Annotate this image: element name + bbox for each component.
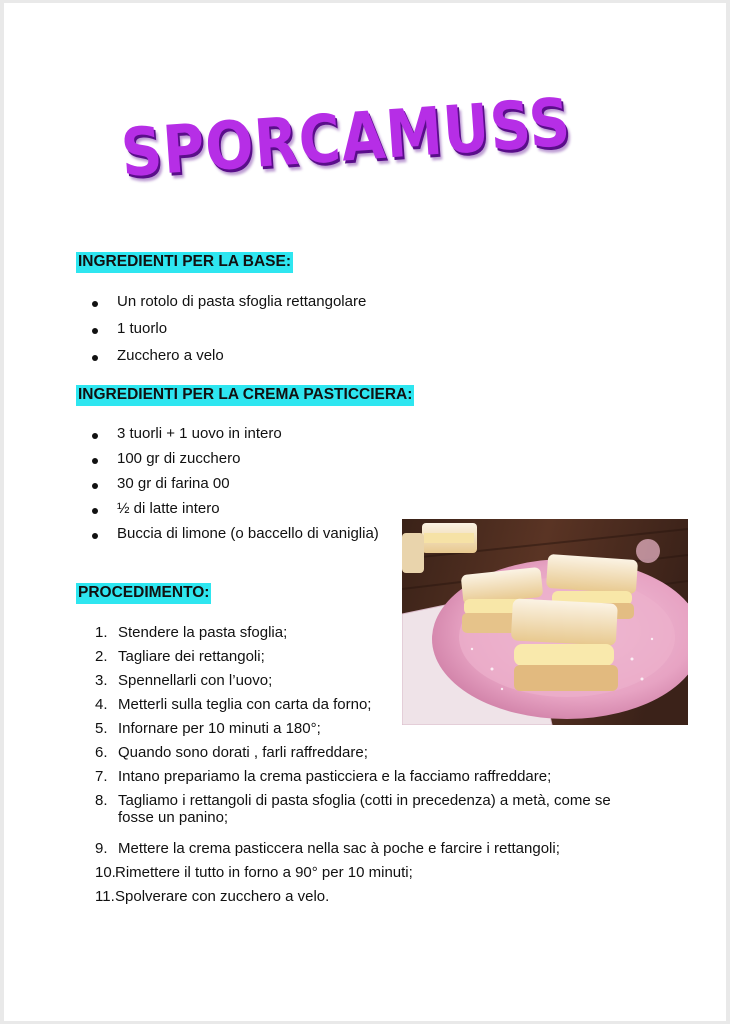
- list-item: Buccia di limone (o baccello di vaniglia): [117, 525, 379, 550]
- list-item: 4. Metterli sulla teglia con carta da forno;: [95, 696, 372, 713]
- list-item: 7. Intano prepariamo la crema pasticciera e la facciamo raffreddare;: [95, 768, 552, 785]
- bullet-icon: [92, 328, 98, 334]
- base-ingredients-list: [117, 293, 366, 374]
- procedure-steps-list: [95, 624, 611, 912]
- list-item: 3 tuorli + 1 uovo in intero: [117, 425, 379, 450]
- crema-ingredients-list: [117, 425, 379, 550]
- list-item: 5. Infornare per 10 minuti a 180°;: [95, 720, 321, 737]
- recipe-title: SPORCAMUSS: [118, 83, 574, 192]
- bullet-icon: [92, 458, 98, 464]
- list-item: 2. Tagliare dei rettangoli;: [95, 648, 265, 665]
- procedimento-heading: PROCEDIMENTO:: [76, 583, 211, 604]
- list-item: 1. Stendere la pasta sfoglia;: [95, 624, 288, 641]
- recipe-page: [4, 3, 726, 1021]
- list-item: Zucchero a velo: [117, 347, 366, 374]
- bullet-icon: [92, 301, 98, 307]
- list-item: 100 gr di zucchero: [117, 450, 379, 475]
- list-item: 1 tuorlo: [117, 320, 366, 347]
- list-item: 11.Spolverare con zucchero a velo.: [95, 888, 330, 905]
- bullet-icon: [92, 533, 98, 539]
- bullet-icon: [92, 508, 98, 514]
- list-item: 8. Tagliamo i rettangoli di pasta sfoglia (cotti in precedenza) a metà, come se fosse un panino;: [95, 792, 611, 826]
- list-item: 3. Spennellarli con l’uovo;: [95, 672, 273, 689]
- list-item: 30 gr di farina 00: [117, 475, 379, 500]
- crema-heading: INGREDIENTI PER LA CREMA PASTICCIERA:: [76, 385, 414, 406]
- list-item: 10.Rimettere il tutto in forno a 90° per 10 minuti;: [95, 864, 413, 881]
- list-item: Un rotolo di pasta sfoglia rettangolare: [117, 293, 366, 320]
- bullet-icon: [92, 433, 98, 439]
- bullet-icon: [92, 355, 98, 361]
- bullet-icon: [92, 483, 98, 489]
- list-item: 6. Quando sono dorati , farli raffreddare;: [95, 744, 368, 761]
- base-heading: INGREDIENTI PER LA BASE:: [76, 252, 293, 273]
- list-item: ½ di latte intero: [117, 500, 379, 525]
- list-item: 9. Mettere la crema pasticcera nella sac à poche e farcire i rettangoli;: [95, 840, 560, 857]
